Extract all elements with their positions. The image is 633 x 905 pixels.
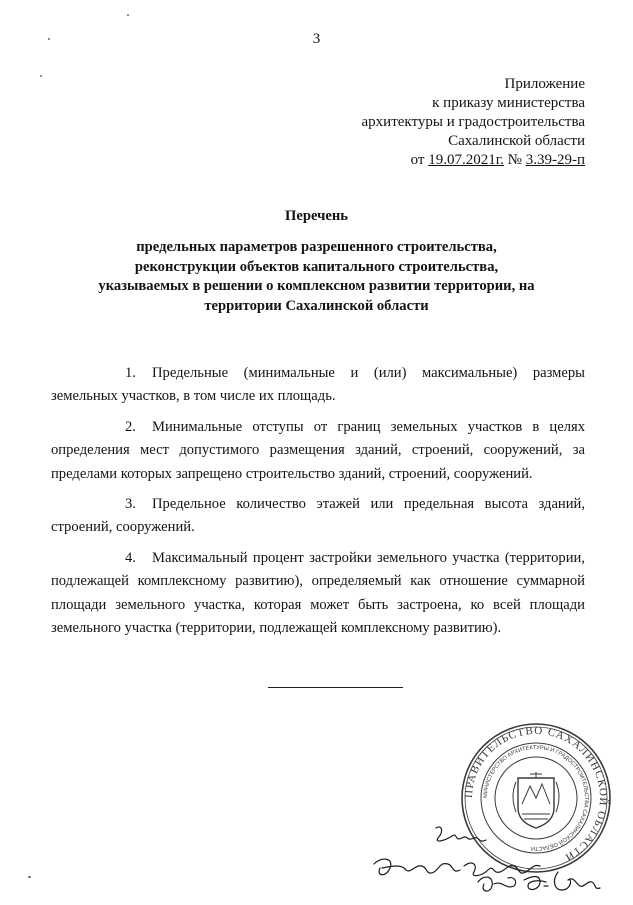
closing-divider [268, 687, 403, 688]
list-item-number: 3. [125, 496, 136, 513]
scan-speck [127, 14, 129, 16]
subtitle-line-4: территории Сахалинской области [204, 297, 429, 314]
list-item-number: 4. [125, 549, 136, 566]
order-number-label: № [503, 152, 526, 168]
list-item-number: 1. [125, 365, 136, 381]
appendix-order-line [362, 151, 585, 170]
appendix-line-4: Сахалинской области [448, 133, 585, 149]
list-item [51, 547, 585, 641]
list-item [51, 416, 585, 486]
director-signature [368, 820, 608, 900]
subtitle-line-3: указываемых в решении о комплексном развитии территории, на [98, 278, 535, 294]
appendix-line-1: Приложение [504, 76, 585, 92]
parameter-list [51, 362, 585, 647]
list-item-text: Предельные (минимальные и (или) максимальные) размеры земельных участков, в том числе их площадь. [51, 365, 585, 405]
list-item-number: 2. [125, 418, 136, 435]
order-date: 19.07.2021г. [428, 152, 504, 168]
appendix-line-2: к приказу министерства [432, 95, 585, 111]
list-item-text: Минимальные отступы от границ земельных участков в целях определения мест допустимого размещения зданий, строений, сооружений, за пределами которых запрещено строительство зданий, строений, сооружений. [51, 418, 585, 482]
scan-speck [28, 876, 31, 878]
document-subtitle [0, 238, 633, 316]
list-item [51, 362, 585, 409]
list-item [51, 493, 585, 540]
seal-outer-text: ПРАВИТЕЛЬСТВО САХАЛИНСКОЙ ОБЛАСТИ [462, 724, 610, 864]
appendix-block [362, 75, 585, 170]
subtitle-line-1: предельных параметров разрешенного строительства, [136, 239, 497, 255]
document-title: Перечень [285, 208, 348, 224]
subtitle-line-2: реконструкции объектов капитального строительства, [134, 258, 499, 275]
list-item-text: Предельное количество этажей или предельная высота зданий, строений, сооружений. [51, 496, 585, 536]
order-number: 3.39-29-п [525, 152, 585, 168]
appendix-prefix: от [410, 152, 429, 168]
list-item-text: Максимальный процент застройки земельного участка (территории, подлежащей комплексному развитию), определяемый как отношение суммарной площади земельного участка, которая может быть застроена, ко всей площади земельного участка (территории, подлежащей комплексному развитию). [51, 549, 585, 637]
scan-speck [48, 38, 50, 40]
seal-inner-text: МИНИСТЕРСТВО АРХИТЕКТУРЫ И ГРАДОСТРОИТЕЛЬСТВА САХАЛИНСКОЙ ОБЛАСТИ [482, 744, 590, 852]
page-number: 3 [312, 31, 321, 47]
appendix-line-3: архитектуры и градостроительства [361, 114, 585, 130]
scan-speck [40, 75, 42, 77]
